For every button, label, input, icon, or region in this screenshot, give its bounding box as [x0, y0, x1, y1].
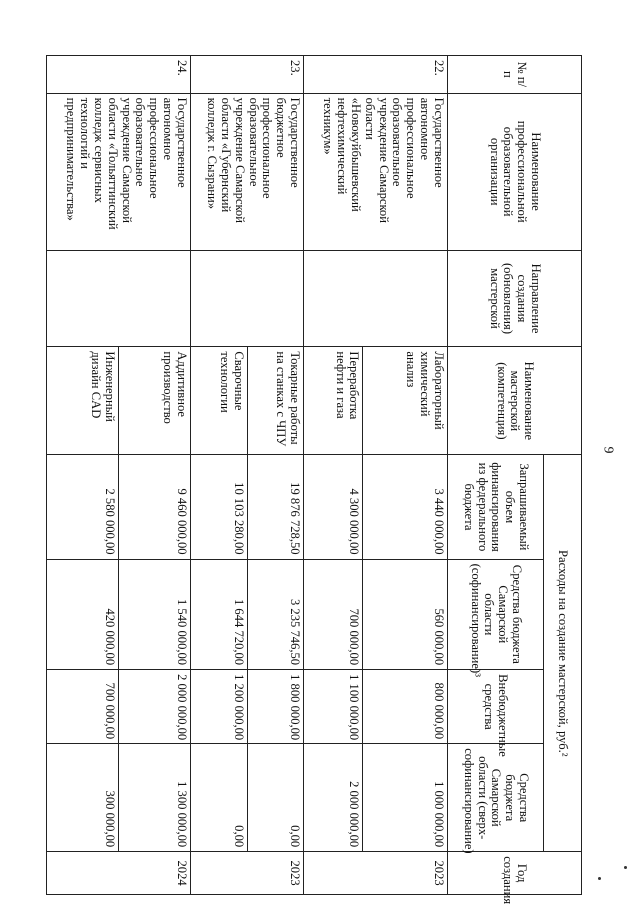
header-year: Год создания	[448, 852, 582, 895]
row-extra: 700 000,00	[47, 670, 119, 744]
row-year: 2024	[47, 852, 191, 895]
row-num: 23.	[190, 56, 303, 94]
row-regional-over: 300 000,00	[47, 744, 119, 852]
row-org: Государственное бюджетное профессиональное образовательное учреждение Самарской области «Губернский колледж г. Сызрани»	[190, 93, 303, 250]
row-org: Государственное автономное профессиональное образовательное учреждение Самарской области «Тольяттинский колледж сервисных технологий и предпринимательства»	[47, 93, 191, 250]
row-regional: 3 235 746,50	[247, 559, 304, 670]
table-row	[363, 56, 448, 895]
row-direction	[190, 250, 303, 347]
scan-speck	[624, 866, 627, 869]
row-num: 24.	[47, 56, 191, 94]
row-extra: 2 000 000,00	[118, 670, 190, 744]
row-extra: 1 200 000,00	[190, 670, 247, 744]
row-year: 2023	[190, 852, 303, 895]
row-regional-over: 2 000 000,00	[304, 744, 363, 852]
row-workshop: Токарные работы на станках с ЧПУ	[247, 347, 304, 455]
row-federal: 2 580 000,00	[47, 455, 119, 559]
row-federal: 3 440 000,00	[363, 455, 448, 559]
row-extra: 800 000,00	[363, 670, 448, 744]
row-extra: 1 100 000,00	[304, 670, 363, 744]
row-federal: 19 876 728,50	[247, 455, 304, 559]
row-direction	[304, 250, 448, 347]
header-direction: Направление создания (обновления) мастерской	[448, 250, 582, 347]
expenses-table-wrapper	[46, 55, 582, 904]
table-row	[247, 56, 304, 895]
row-regional: 1 644 720,00	[190, 559, 247, 670]
header-extra: Внебюджетные средства	[448, 670, 544, 744]
row-workshop: Сварочные технологии	[190, 347, 247, 455]
header-workshop: Наименование мастерской (компетенция)	[448, 347, 582, 455]
row-org: Государственное автономное профессиональное образовательное учреждение Самарской области «Новокуйбышевский нефтехимический техникум»	[304, 93, 448, 250]
row-regional: 1 540 000,00	[118, 559, 190, 670]
header-regional: Средства бюджета Самарской области (софинансирование)³	[448, 559, 544, 670]
row-workshop: Лабораторный химический анализ	[363, 347, 448, 455]
row-regional: 420 000,00	[47, 559, 119, 670]
expenses-table	[46, 55, 582, 904]
row-extra: 1 800 000,00	[247, 670, 304, 744]
row-regional-over: 1 000 000,00	[363, 744, 448, 852]
header-num: № п/п	[448, 56, 582, 94]
row-workshop: Переработка нефти и газа	[304, 347, 363, 455]
row-direction	[47, 250, 191, 347]
row-regional-over: 0,00	[247, 744, 304, 852]
row-num: 22.	[304, 56, 448, 94]
scan-speck	[598, 877, 601, 880]
row-federal: 10 103 280,00	[190, 455, 247, 559]
row-regional: 700 000,00	[304, 559, 363, 670]
row-regional-over: 0,00	[190, 744, 247, 852]
table-row	[118, 56, 190, 895]
header-regional-over: Средства бюджета Самарской области (сверх-софинансирование)	[448, 744, 544, 852]
page-number: 9	[600, 446, 616, 454]
header-federal: Запрашиваемый объем финансирования из федерального бюджета	[448, 455, 544, 559]
row-year: 2023	[304, 852, 448, 895]
row-workshop: Инженерный дизайн CAD	[47, 347, 119, 455]
header-expenses-group: Расходы на создание мастерской, руб.²	[544, 455, 582, 852]
row-workshop: Аддитивное производство	[118, 347, 190, 455]
header-org: Наименование профессиональной образовательной организации	[448, 93, 582, 250]
row-regional: 560 000,00	[363, 559, 448, 670]
row-federal: 9 460 000,00	[118, 455, 190, 559]
row-federal: 4 300 000,00	[304, 455, 363, 559]
row-regional-over: 1 300 000,00	[118, 744, 190, 852]
